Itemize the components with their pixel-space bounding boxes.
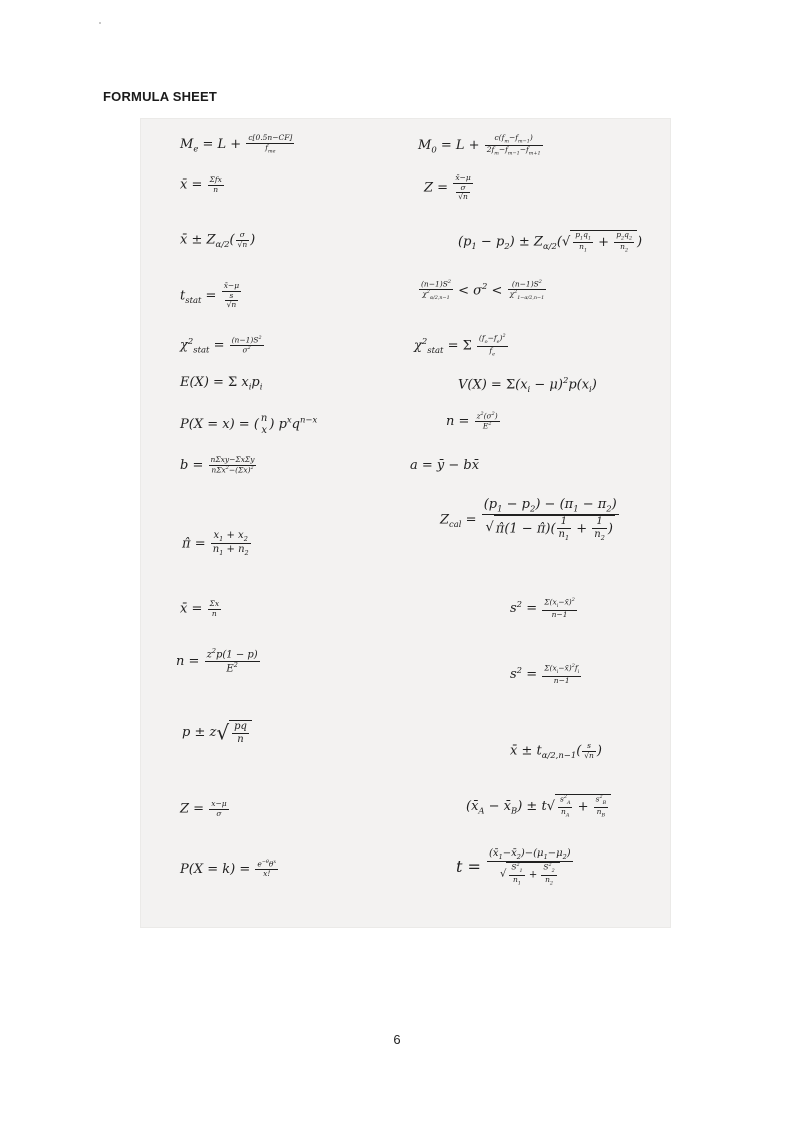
formula-pooled-proportion: π̂ = $\frac{x_1 + x_2}{n_1 + n_2}$ (182, 530, 249, 558)
formula-sample-mean: x̄ = $\frac{\Sigma x}{n}$ (180, 599, 220, 618)
formula-sample-size-proportion: n = $\frac{z^2p(1 - p)}{E^2}$ (176, 647, 258, 675)
formula-chi-square-goodness: $\chi^2_{stat} = \Sigma$ $\frac{(f_o-f_e)^2}{f_e}$ (414, 333, 506, 358)
formula-t-two-means: t = $(x̄_1-x̄_2)-(\mu_1-\mu_2)$ √ $\frac{S^2_1}{n_1}$ + $\frac{S^2_2}{n_2}$ (456, 848, 571, 887)
formula-poisson: P(X = k) = $e^{-\theta}\theta^x$ x! (180, 859, 277, 879)
page-heading: FORMULA SHEET (103, 89, 218, 104)
formula-z-two-proportions: $Z_{cal}$ = $(p_1 - p_2) - (\pi_1 - \pi_2)$ √ π̂(1 − π̂)( $\frac{1}{n_1}$ + $\frac{1}{n_2}$ ) (440, 497, 617, 542)
formula-z-standard: Z = $\frac{x-\mu}{\sigma}$ (180, 799, 227, 818)
formula-expected-value: E(X) = Σ $x_ip_i$ (180, 375, 263, 392)
formula-sample-variance: $s^2$ = $\frac{\Sigma(x_i-x̄)^2}{n-1}$ (510, 597, 575, 619)
formula-sample-size-mean: n = $\frac{z^2(\sigma^2)}{E^2}$ (446, 411, 498, 431)
formula-ci-proportion: p ± z√ $\frac{pq}{n}$ (182, 720, 252, 745)
formula-variance-rv: $V(X) = \Sigma(x_i - \mu)^2p(x_i)$ (458, 375, 597, 394)
formula-t-stat: $t_{stat}$ = $\frac{x̄-\mu}{\frac{s}{√n}}$ (180, 282, 242, 310)
formula-ci-mean-t: x̄ ± $t_{\alpha/2,n-1}$( $\frac{s}{√n}$ ) (510, 741, 602, 761)
formula-binomial: P(X = x) = ( n x ) $p^xq^{n-x}$ (180, 413, 318, 436)
formula-ci-diff-means: ($x̄_A$ − $x̄_B) \pm t√$ $\frac{s^2_A}{n_A}$ + $\frac{s^2_B}{n_B}$ (466, 794, 611, 819)
formula-ci-diff-proportions: $(p_1 - p_2) \pm Z_{\alpha/2}(√$ $\frac{p_1q_1}{n_1}$ + $\frac{p_2q_2}{n_2}$ ) (458, 230, 643, 254)
page-number: 6 (393, 1032, 401, 1047)
formula-regression-intercept: a = ȳ − bx̄ (410, 458, 480, 473)
formula-median: $M_e = L$ + c[0.5n−CF] $f_{me}$ (180, 133, 293, 155)
formula-grouped-variance: $s^2$ = $\frac{\Sigma(x_i-x̄)^2f_i}{n-1}$ (510, 663, 580, 685)
formula-ci-mean-z: x̄ ± $Z_{\alpha/2}$( $\frac{\sigma}{√n}$ ) (180, 230, 256, 250)
scan-speck (99, 22, 101, 24)
formula-mode: $M_0 = L$ + $\frac{c(f_m-f_{m-1})}{2f_m-f_{m-1}-f_{m+1}}$ (418, 133, 541, 157)
formula-mean-grouped: x̄ = Σfx n (180, 175, 222, 194)
formula-regression-slope: b = nΣxy−ΣxΣy $n\Sigma x^2-(\Sigma x)^2$ (180, 455, 255, 475)
formula-chi-square-variance: $\chi^2_{stat}$ = $\frac{(n-1)S^2}{\sigma^2}$ (180, 335, 262, 355)
formula-ci-variance: $\frac{(n-1)S^2}{\chi^2_{\alpha/2,n-1}}$ < $\sigma^2$ < $\frac{(n-1)S^2}{\chi^2_{1-\alpha/2,n-1}}$ (421, 279, 545, 302)
formula-z-score-mean: Z = $\frac{x̄-\mu}{\frac{\sigma}{√n}}$ (424, 174, 474, 202)
